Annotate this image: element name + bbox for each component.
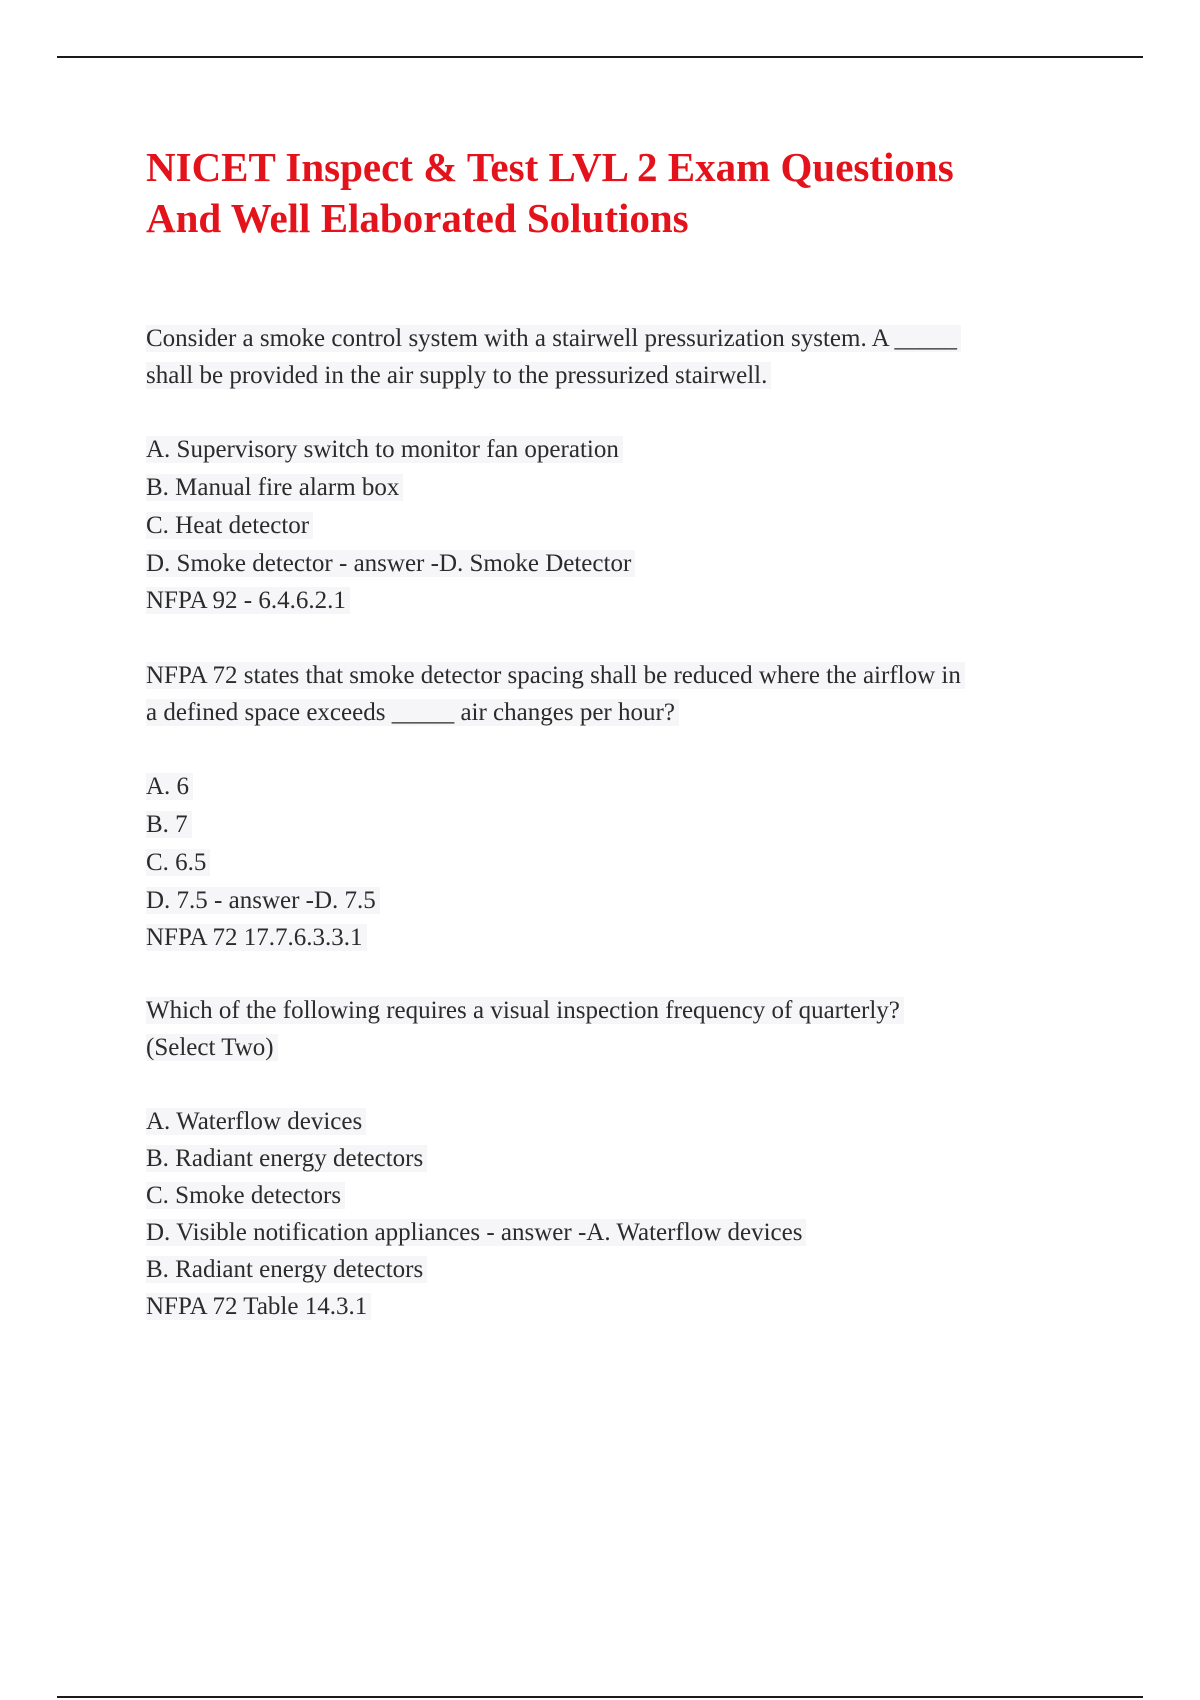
header-rule: [57, 56, 1143, 58]
question-1-stem-line-2: shall be provided in the air supply to the pressurized stairwell.: [146, 362, 771, 389]
question-3-option-c: C. Smoke detectors: [146, 1182, 345, 1209]
question-2-option-a: A. 6: [146, 773, 193, 800]
question-1-option-d-answer: D. Smoke detector - answer -D. Smoke Detector: [146, 550, 635, 577]
question-2-stem-line-2: a defined space exceeds _____ air changes per hour?: [146, 699, 679, 726]
question-2-option-b: B. 7: [146, 811, 192, 838]
question-3-reference: NFPA 72 Table 14.3.1: [146, 1293, 371, 1320]
question-1-option-c: C. Heat detector: [146, 512, 313, 539]
question-3-stem-line-2: (Select Two): [146, 1034, 278, 1061]
question-2-option-c: C. 6.5: [146, 849, 210, 876]
title-line-2: And Well Elaborated Solutions: [146, 195, 689, 241]
question-1: [146, 320, 1106, 619]
question-2-reference: NFPA 72 17.7.6.3.3.1: [146, 924, 367, 951]
question-3-option-a: A. Waterflow devices: [146, 1108, 366, 1135]
question-2-option-d-answer: D. 7.5 - answer -D. 7.5: [146, 887, 380, 914]
document-title: [146, 142, 1066, 244]
question-2: [146, 657, 1106, 956]
question-3-stem-line-1: Which of the following requires a visual inspection frequency of quarterly?: [146, 997, 904, 1024]
question-1-reference: NFPA 92 - 6.4.6.2.1: [146, 587, 350, 614]
title-line-1: NICET Inspect & Test LVL 2 Exam Questions: [146, 144, 954, 190]
question-1-stem-line-1: Consider a smoke control system with a stairwell pressurization system. A _____: [146, 325, 961, 352]
question-3-option-d-answer: D. Visible notification appliances - answer -A. Waterflow devices: [146, 1219, 806, 1246]
footer-rule: [57, 1696, 1143, 1698]
question-1-option-a: A. Supervisory switch to monitor fan operation: [146, 436, 623, 463]
question-2-stem-line-1: NFPA 72 states that smoke detector spacing shall be reduced where the airflow in: [146, 662, 965, 689]
question-3-answer-continued: B. Radiant energy detectors: [146, 1256, 427, 1283]
question-3-option-b: B. Radiant energy detectors: [146, 1145, 427, 1172]
question-1-option-b: B. Manual fire alarm box: [146, 474, 403, 501]
question-3: [146, 992, 1106, 1325]
